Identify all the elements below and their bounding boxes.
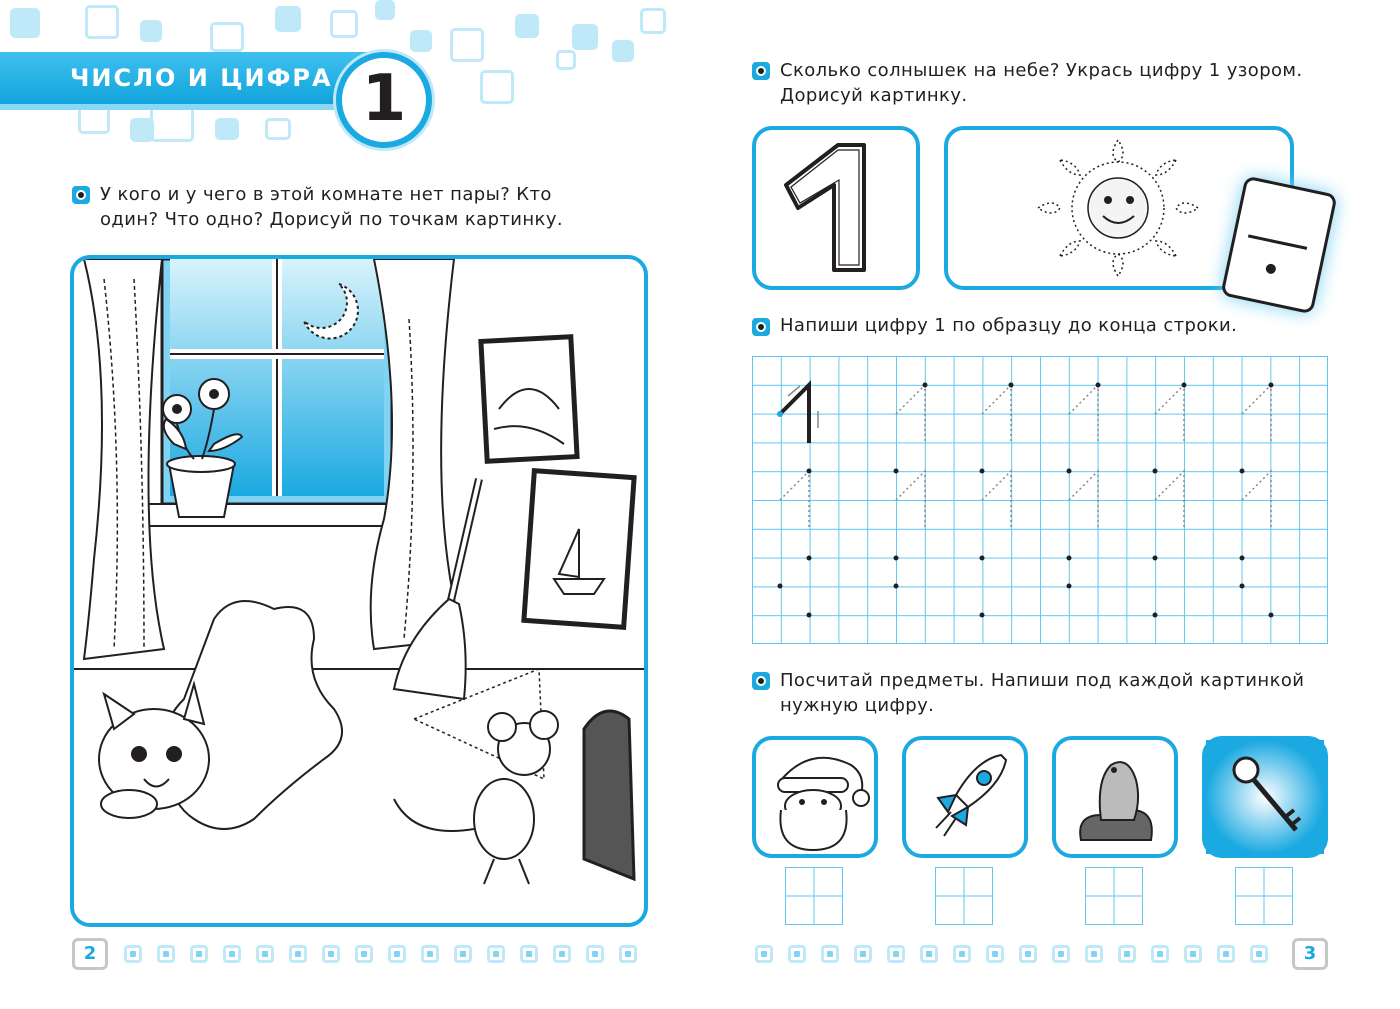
task-bullet-icon <box>752 62 770 80</box>
page-title: ЧИСЛО И ЦИФРА <box>70 64 333 92</box>
rocket-picture-frame <box>902 736 1028 858</box>
room-illustration <box>74 259 644 923</box>
page-number-left: 2 <box>72 938 108 970</box>
digit-tracing-guides <box>752 356 1328 644</box>
digit-one-frame <box>752 126 920 290</box>
key-icon <box>1206 740 1324 854</box>
task-2-text: Сколько солнышек на небе? Укрась цифру 1 узором. Дорисуй картинку. <box>780 60 1303 106</box>
answer-cell-mole[interactable] <box>1085 867 1143 925</box>
task-1-text: У кого и у чего в этой комнате нет пары? Кто один? Что одно? Дорисуй по точкам картинку. <box>100 184 564 230</box>
key-picture-frame <box>1202 736 1328 858</box>
page-number-right: 3 <box>1292 938 1328 970</box>
task-bullet-icon <box>72 186 90 204</box>
task-bullet-icon <box>752 318 770 336</box>
room-picture-frame <box>70 255 648 927</box>
santa-picture-frame <box>752 736 878 858</box>
outlined-digit-one <box>756 130 916 286</box>
task-3-text: Напиши цифру 1 по образцу до конца строки. <box>780 315 1238 336</box>
lesson-number: 1 <box>336 52 432 148</box>
mole-icon <box>1056 740 1174 854</box>
task-4-text: Посчитай предметы. Напиши под каждой картинкой нужную цифру. <box>780 670 1305 716</box>
footer-squares-right <box>755 945 1283 963</box>
answer-cell-santa[interactable] <box>785 867 843 925</box>
rocket-icon <box>906 740 1024 854</box>
santa-claus-icon <box>756 740 874 854</box>
answer-cell-rocket[interactable] <box>935 867 993 925</box>
mole-picture-frame <box>1052 736 1178 858</box>
task-bullet-icon <box>752 672 770 690</box>
answer-cell-key[interactable] <box>1235 867 1293 925</box>
footer-squares-left <box>124 945 652 963</box>
